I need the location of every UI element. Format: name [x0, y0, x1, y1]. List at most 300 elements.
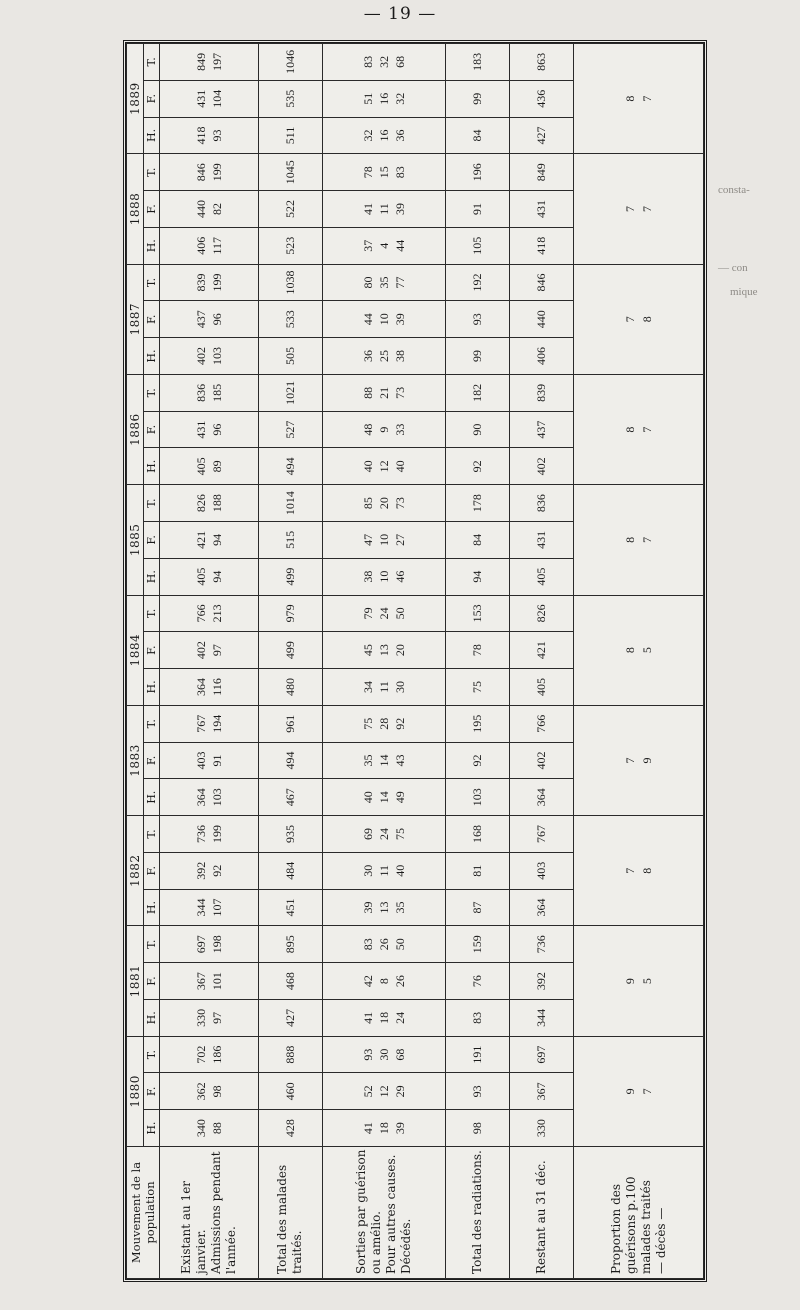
- data-value: 197: [209, 52, 224, 71]
- data-value: 185: [209, 383, 224, 402]
- data-value: 402: [193, 347, 208, 366]
- proportion-deces: 9: [639, 757, 654, 764]
- data-value: 32: [377, 55, 391, 68]
- row-label: [258, 1147, 322, 1279]
- data-cell: 460: [258, 1073, 322, 1110]
- data-cell: 846: [510, 264, 574, 301]
- data-cell: [322, 963, 446, 1000]
- data-value: 30: [377, 1048, 391, 1061]
- data-cell: [160, 632, 259, 669]
- data-cell: 1014: [258, 485, 322, 522]
- proportion-gueri: 8: [623, 647, 638, 654]
- proportion-cell: [574, 1036, 704, 1146]
- data-cell: 451: [258, 889, 322, 926]
- row-label-line: Existant au 1er janvier.: [178, 1180, 208, 1274]
- data-cell: 87: [446, 889, 510, 926]
- data-cell: 431: [510, 521, 574, 558]
- data-value: 101: [209, 972, 224, 991]
- data-cell: 183: [446, 44, 510, 81]
- table-frame: [123, 40, 707, 1282]
- sex-subheader: T.: [144, 264, 160, 301]
- data-cell: 826: [510, 595, 574, 632]
- data-value: 79: [360, 607, 375, 620]
- proportion-gueri: 8: [623, 426, 638, 433]
- data-value: 78: [360, 166, 375, 179]
- data-value: 83: [360, 938, 375, 951]
- data-cell: 499: [258, 632, 322, 669]
- data-value: 199: [209, 163, 224, 182]
- row-label-line: Pour autres causes.: [384, 1154, 399, 1274]
- proportion-deces: 7: [639, 536, 654, 543]
- data-value: 34: [360, 680, 375, 693]
- data-value: 107: [209, 898, 224, 917]
- sex-subheader: T.: [144, 154, 160, 191]
- data-cell: [160, 595, 259, 632]
- proportion-cell: [574, 44, 704, 154]
- proportion-gueri: 9: [623, 978, 638, 985]
- sex-subheader: H.: [144, 117, 160, 154]
- data-value: 766: [193, 604, 208, 623]
- data-value: 32: [360, 129, 375, 142]
- data-cell: [322, 448, 446, 485]
- year-header: 1888: [127, 154, 144, 264]
- data-cell: 1046: [258, 44, 322, 81]
- sex-subheader: T.: [144, 485, 160, 522]
- data-cell: [322, 301, 446, 338]
- data-cell: 440: [510, 301, 574, 338]
- data-value: 96: [209, 313, 224, 326]
- year-header: 1882: [127, 816, 144, 926]
- data-cell: [322, 779, 446, 816]
- row-label-line: Total des malades traités.: [275, 1164, 305, 1274]
- data-cell: [322, 264, 446, 301]
- data-value: 116: [209, 678, 224, 696]
- data-cell: [160, 44, 259, 81]
- data-value: 35: [360, 754, 375, 767]
- row-label: [160, 1147, 259, 1279]
- row-label-line: Total des radiations.: [470, 1150, 485, 1274]
- page-number: — 19 —: [363, 4, 437, 24]
- data-value: 69: [360, 828, 375, 840]
- data-value: 437: [193, 310, 208, 329]
- data-value: 68: [393, 55, 408, 68]
- data-value: 340: [193, 1119, 208, 1138]
- data-value: 91: [209, 754, 224, 767]
- data-value: 12: [377, 460, 391, 473]
- data-value: 839: [193, 273, 208, 292]
- column-header-mouvement: Mouvement de la population: [127, 1147, 160, 1279]
- row-label: [574, 1147, 704, 1279]
- data-value: 194: [209, 714, 224, 733]
- row-label: [446, 1147, 510, 1279]
- data-value: 80: [360, 276, 375, 289]
- data-cell: 84: [446, 521, 510, 558]
- data-value: 50: [393, 938, 408, 951]
- sex-subheader: F.: [144, 1073, 160, 1110]
- data-cell: 427: [258, 999, 322, 1036]
- sex-subheader: F.: [144, 852, 160, 889]
- data-value: 88: [360, 386, 375, 399]
- proportion-cell: [574, 595, 704, 705]
- data-cell: 484: [258, 852, 322, 889]
- data-cell: 93: [446, 301, 510, 338]
- data-cell: 436: [510, 80, 574, 117]
- data-value: 92: [393, 717, 408, 730]
- sex-subheader: H.: [144, 558, 160, 595]
- data-cell: 421: [510, 632, 574, 669]
- data-value: 24: [377, 828, 391, 840]
- data-value: 846: [193, 163, 208, 182]
- data-value: 418: [193, 126, 208, 145]
- proportion-gueri: 9: [623, 1088, 638, 1095]
- data-value: 117: [209, 236, 224, 255]
- data-value: 40: [360, 460, 375, 473]
- data-cell: 182: [446, 374, 510, 411]
- data-value: 38: [393, 350, 408, 363]
- data-value: 11: [377, 203, 391, 215]
- data-cell: 402: [510, 448, 574, 485]
- sex-subheader: T.: [144, 1036, 160, 1073]
- data-value: 44: [360, 313, 375, 326]
- data-value: 26: [377, 938, 391, 951]
- data-value: 38: [360, 570, 375, 583]
- data-cell: 192: [446, 264, 510, 301]
- data-cell: 736: [510, 926, 574, 963]
- data-cell: [322, 558, 446, 595]
- data-cell: 364: [510, 779, 574, 816]
- table-row: [160, 44, 259, 1279]
- data-cell: 494: [258, 742, 322, 779]
- data-value: 96: [209, 423, 224, 436]
- data-cell: [322, 669, 446, 706]
- data-value: 83: [360, 55, 375, 68]
- data-cell: [160, 999, 259, 1036]
- data-cell: [322, 117, 446, 154]
- data-cell: 367: [510, 1073, 574, 1110]
- proportion-cell: [574, 926, 704, 1036]
- data-value: 48: [360, 423, 375, 436]
- data-cell: 480: [258, 669, 322, 706]
- data-cell: 178: [446, 485, 510, 522]
- data-cell: 76: [446, 963, 510, 1000]
- data-value: 13: [377, 901, 391, 914]
- data-cell: [322, 1110, 446, 1147]
- proportion-cell: [574, 485, 704, 595]
- table-row: [322, 44, 446, 1279]
- data-cell: [160, 374, 259, 411]
- data-cell: 403: [510, 852, 574, 889]
- data-cell: [322, 80, 446, 117]
- data-value: 39: [393, 202, 408, 215]
- data-cell: 93: [446, 1073, 510, 1110]
- proportion-gueri: 7: [623, 205, 638, 212]
- year-header: 1885: [127, 485, 144, 595]
- data-value: 8: [377, 978, 391, 985]
- data-cell: 92: [446, 742, 510, 779]
- data-value: 367: [193, 972, 208, 991]
- table-row: [510, 44, 574, 1279]
- row-label: [510, 1147, 574, 1279]
- data-value: 94: [209, 570, 224, 583]
- year-header: 1884: [127, 595, 144, 705]
- data-cell: 523: [258, 227, 322, 264]
- row-label-line: Décédés.: [399, 1218, 414, 1274]
- data-value: 11: [377, 864, 391, 877]
- data-cell: 766: [510, 705, 574, 742]
- data-value: 94: [209, 533, 224, 546]
- sex-subheader: H.: [144, 669, 160, 706]
- data-value: 68: [393, 1048, 408, 1061]
- data-value: 30: [393, 680, 408, 693]
- sex-subheader: F.: [144, 301, 160, 338]
- sex-subheader: F.: [144, 411, 160, 448]
- data-cell: [160, 154, 259, 191]
- data-value: 736: [193, 825, 208, 843]
- data-cell: 527: [258, 411, 322, 448]
- data-value: 16: [377, 92, 391, 105]
- data-value: 12: [377, 1085, 391, 1098]
- sex-subheader: H.: [144, 448, 160, 485]
- data-cell: 405: [510, 558, 574, 595]
- data-cell: [160, 1110, 259, 1147]
- data-value: 11: [377, 681, 391, 693]
- data-cell: [322, 1036, 446, 1073]
- data-value: 431: [193, 420, 208, 439]
- data-value: 93: [360, 1048, 375, 1061]
- data-value: 213: [209, 604, 224, 623]
- data-cell: 836: [510, 485, 574, 522]
- proportion-deces: 7: [639, 426, 654, 433]
- sex-subheader: F.: [144, 742, 160, 779]
- data-value: 35: [393, 901, 408, 914]
- data-cell: 153: [446, 595, 510, 632]
- proportion-gueri: 7: [623, 316, 638, 323]
- bleed-through-text: consta-: [718, 184, 750, 196]
- data-value: 4: [377, 242, 391, 249]
- data-cell: 91: [446, 191, 510, 228]
- data-value: 15: [377, 166, 391, 179]
- data-value: 35: [377, 276, 391, 289]
- data-cell: [322, 1073, 446, 1110]
- data-value: 41: [360, 1011, 375, 1024]
- data-cell: 83: [446, 999, 510, 1036]
- data-cell: 522: [258, 191, 322, 228]
- data-value: 344: [193, 898, 208, 917]
- data-value: 42: [360, 975, 375, 988]
- data-cell: [160, 852, 259, 889]
- data-value: 103: [209, 788, 224, 807]
- data-cell: 103: [446, 779, 510, 816]
- data-cell: 168: [446, 816, 510, 853]
- sex-subheader: H.: [144, 889, 160, 926]
- data-value: 392: [193, 861, 208, 880]
- data-cell: [160, 1073, 259, 1110]
- data-value: 702: [193, 1045, 208, 1064]
- data-cell: [160, 705, 259, 742]
- data-cell: [322, 227, 446, 264]
- data-value: 50: [393, 607, 408, 620]
- proportion-deces: 5: [639, 647, 654, 654]
- row-label-line: Proportion des guérisons p.100 malades traités: [608, 1176, 653, 1274]
- data-value: 198: [209, 935, 224, 954]
- data-value: 49: [393, 791, 408, 804]
- data-value: 46: [393, 570, 408, 583]
- data-cell: 330: [510, 1110, 574, 1147]
- data-cell: [322, 705, 446, 742]
- data-cell: 428: [258, 1110, 322, 1147]
- data-value: 47: [360, 533, 375, 546]
- data-value: 826: [193, 494, 208, 513]
- data-cell: 405: [510, 669, 574, 706]
- proportion-cell: [574, 154, 704, 264]
- row-label-line: Sorties par guérison ou amélio.: [354, 1149, 384, 1274]
- data-value: 13: [377, 644, 391, 657]
- data-cell: 467: [258, 779, 322, 816]
- data-value: 40: [393, 460, 408, 473]
- data-value: 18: [377, 1011, 391, 1024]
- data-value: 104: [209, 89, 224, 108]
- year-header: 1887: [127, 264, 144, 374]
- data-cell: [160, 816, 259, 853]
- data-value: 362: [193, 1082, 208, 1101]
- data-cell: 535: [258, 80, 322, 117]
- data-value: 52: [360, 1085, 375, 1098]
- data-cell: 84: [446, 117, 510, 154]
- sex-subheader: F.: [144, 632, 160, 669]
- population-movement-table: [126, 43, 704, 1279]
- data-value: 405: [193, 457, 208, 476]
- bleed-through-text: mique: [730, 286, 758, 298]
- data-cell: 427: [510, 117, 574, 154]
- data-cell: [160, 485, 259, 522]
- data-cell: 511: [258, 117, 322, 154]
- data-cell: [322, 816, 446, 853]
- data-value: 25: [377, 350, 391, 363]
- data-value: 73: [393, 497, 408, 510]
- data-cell: 839: [510, 374, 574, 411]
- data-value: 88: [209, 1122, 224, 1135]
- data-cell: [322, 999, 446, 1036]
- data-value: 405: [193, 567, 208, 586]
- year-header: 1880: [127, 1036, 144, 1146]
- data-cell: 195: [446, 705, 510, 742]
- data-value: 26: [393, 975, 408, 988]
- data-value: 39: [360, 901, 375, 914]
- data-cell: [322, 926, 446, 963]
- sex-subheader: T.: [144, 926, 160, 963]
- proportion-cell: [574, 816, 704, 926]
- data-value: 14: [377, 791, 391, 804]
- data-cell: [322, 595, 446, 632]
- data-cell: 431: [510, 191, 574, 228]
- data-cell: 1021: [258, 374, 322, 411]
- year-header: 1886: [127, 374, 144, 484]
- data-cell: [160, 411, 259, 448]
- data-value: 330: [193, 1008, 208, 1027]
- row-label: [322, 1147, 446, 1279]
- sex-subheader: T.: [144, 595, 160, 632]
- data-value: 14: [377, 754, 391, 767]
- data-value: 10: [377, 570, 391, 583]
- proportion-deces: 7: [639, 95, 654, 102]
- data-value: 43: [393, 754, 408, 767]
- data-cell: 392: [510, 963, 574, 1000]
- row-label-line: Admissions pendant l'année.: [208, 1151, 238, 1274]
- data-cell: 505: [258, 338, 322, 375]
- proportion-deces: 8: [639, 316, 654, 323]
- data-value: 440: [193, 199, 208, 218]
- sex-subheader: F.: [144, 963, 160, 1000]
- data-value: 364: [193, 677, 208, 696]
- data-value: 89: [209, 460, 224, 473]
- data-cell: 75: [446, 669, 510, 706]
- data-cell: 81: [446, 852, 510, 889]
- data-value: 93: [209, 129, 224, 142]
- data-value: 24: [377, 607, 391, 620]
- data-cell: 344: [510, 999, 574, 1036]
- data-value: 849: [193, 52, 208, 71]
- data-value: 403: [193, 751, 208, 770]
- data-value: 27: [393, 533, 408, 546]
- data-cell: [322, 521, 446, 558]
- data-value: 421: [193, 530, 208, 549]
- data-value: 431: [193, 89, 208, 108]
- data-cell: 364: [510, 889, 574, 926]
- data-cell: 99: [446, 80, 510, 117]
- data-cell: 402: [510, 742, 574, 779]
- data-cell: 1045: [258, 154, 322, 191]
- sex-subheader: H.: [144, 779, 160, 816]
- data-cell: 888: [258, 1036, 322, 1073]
- row-label-line: Restant au 31 déc.: [534, 1160, 549, 1274]
- data-value: 29: [393, 1085, 408, 1098]
- data-cell: 99: [446, 338, 510, 375]
- data-value: 39: [393, 313, 408, 326]
- data-cell: [160, 521, 259, 558]
- data-cell: [160, 889, 259, 926]
- data-value: 98: [209, 1085, 224, 1098]
- data-value: 9: [377, 426, 391, 433]
- data-value: 97: [209, 644, 224, 657]
- data-cell: [160, 1036, 259, 1073]
- data-cell: 78: [446, 632, 510, 669]
- data-cell: 499: [258, 558, 322, 595]
- proportion-gueri: 7: [623, 757, 638, 764]
- data-cell: [160, 191, 259, 228]
- data-cell: 895: [258, 926, 322, 963]
- data-cell: 515: [258, 521, 322, 558]
- data-cell: [322, 852, 446, 889]
- data-value: 186: [209, 1045, 224, 1064]
- data-value: 10: [377, 533, 391, 546]
- data-cell: 105: [446, 227, 510, 264]
- data-cell: 697: [510, 1036, 574, 1073]
- sex-subheader: H.: [144, 1110, 160, 1147]
- data-value: 75: [360, 717, 375, 730]
- data-cell: [322, 154, 446, 191]
- data-value: 32: [393, 92, 408, 105]
- data-cell: 767: [510, 816, 574, 853]
- data-cell: 979: [258, 595, 322, 632]
- data-value: 24: [393, 1011, 408, 1024]
- data-cell: [160, 117, 259, 154]
- data-value: 97: [209, 1011, 224, 1024]
- data-cell: [322, 632, 446, 669]
- data-cell: [322, 44, 446, 81]
- data-value: 92: [209, 864, 224, 877]
- data-value: 40: [393, 864, 408, 877]
- data-cell: [160, 558, 259, 595]
